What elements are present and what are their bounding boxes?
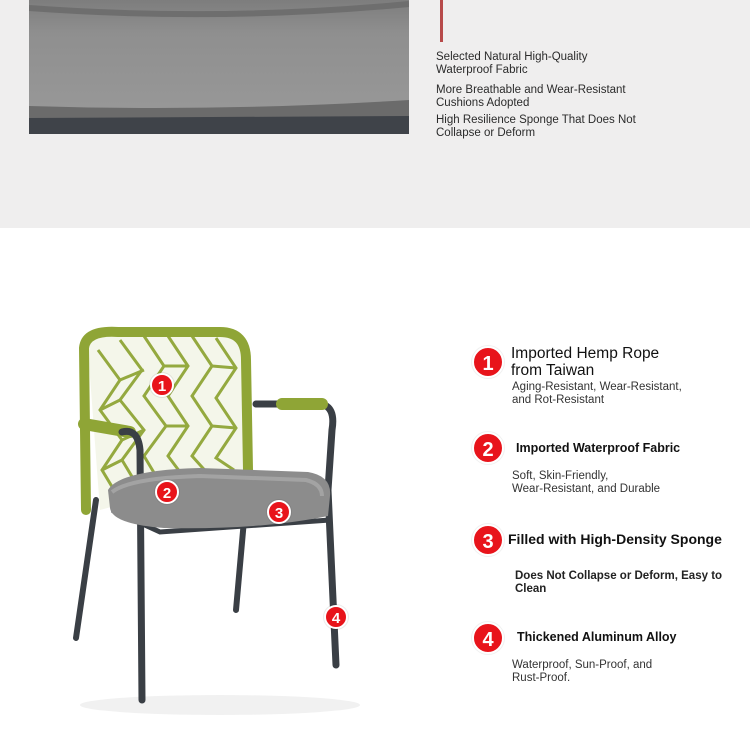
cushion-closeup-image <box>29 0 409 134</box>
top-feature-2: More Breathable and Wear-Resistant Cushions Adopted <box>436 84 626 109</box>
chair-marker-4: 4 <box>324 605 348 629</box>
top-feature-1: Selected Natural High-Quality Waterproof Fabric <box>436 51 588 76</box>
top-feature-3: High Resilience Sponge That Does Not Collapse or Deform <box>436 114 636 139</box>
feature-title-4: Thickened Aluminum Alloy <box>517 630 677 644</box>
feature-title-3: Filled with High-Density Sponge <box>508 531 722 547</box>
feature-title-2: Imported Waterproof Fabric <box>516 441 681 455</box>
feature-badge-2: 2 <box>472 432 504 464</box>
feature-desc-1: Aging-Resistant, Wear-Resistant, and Rot-Resistant <box>512 381 682 406</box>
feature-badge-1: 1 <box>472 346 504 378</box>
chair-marker-3: 3 <box>267 500 291 524</box>
chair-marker-1: 1 <box>150 373 174 397</box>
feature-title-1: Imported Hemp Rope from Taiwan <box>511 345 660 379</box>
feature-desc-3: Does Not Collapse or Deform, Easy to Clean <box>515 570 723 595</box>
feature-desc-2: Soft, Skin-Friendly, Wear-Resistant, and Durable <box>512 470 661 495</box>
chair-product-image <box>60 320 360 720</box>
feature-badge-3: 3 <box>472 524 504 556</box>
feature-desc-4: Waterproof, Sun-Proof, and Rust-Proof. <box>512 659 653 684</box>
feature-badge-4: 4 <box>472 622 504 654</box>
chair-marker-2: 2 <box>155 480 179 504</box>
accent-divider <box>440 0 443 42</box>
